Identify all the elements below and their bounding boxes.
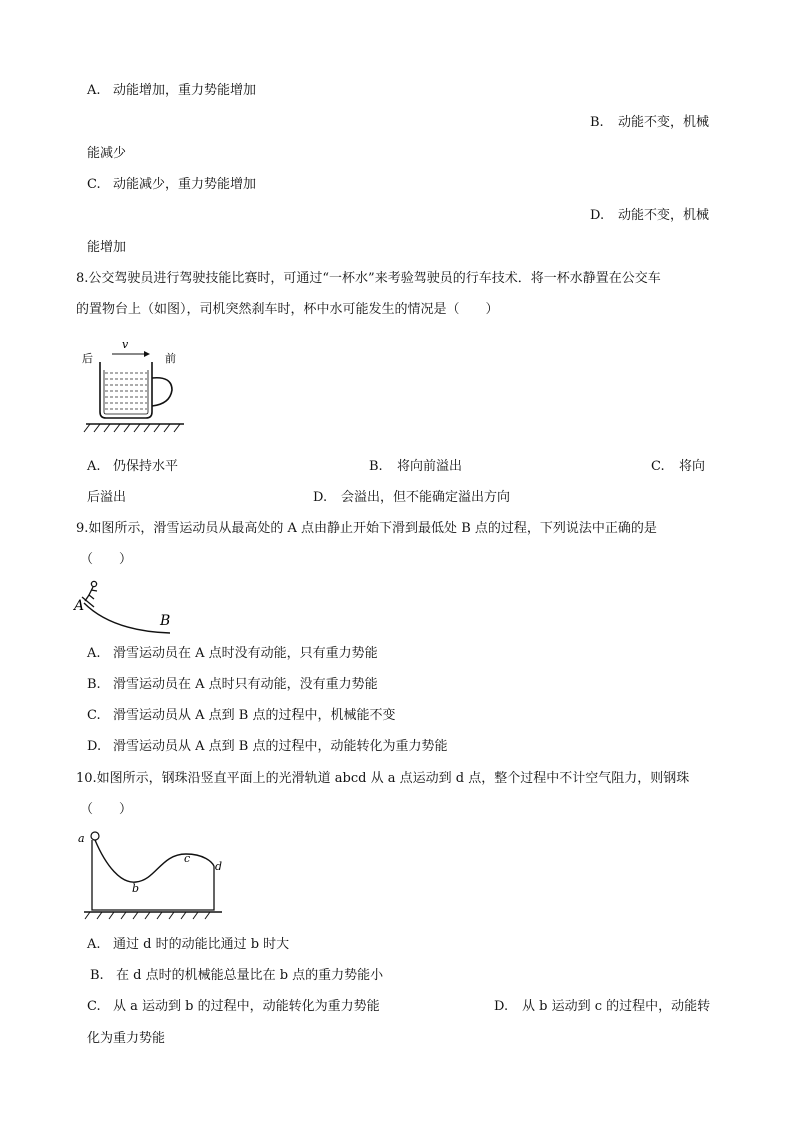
option-letter: D.: [313, 490, 328, 505]
option-letter: A.: [87, 937, 101, 952]
option-text: 通过 d 时的动能比通过 b 时大: [113, 937, 290, 952]
option-letter: D.: [87, 739, 102, 754]
q8-option-c-wrap: 后溢出: [87, 490, 127, 505]
table-hatching: [84, 424, 180, 432]
option-text: 滑雪运动员从 A 点到 B 点的过程中，机械能不变: [113, 708, 396, 723]
label-back: 后: [82, 352, 93, 365]
q9-stem-line1: 9.如图所示，滑雪运动员从最高处的 A 点由静止开始下滑到最低处 B 点的过程，下列说法中正确的是: [76, 521, 657, 536]
option-text: 将向前溢出: [397, 459, 463, 474]
q8-option-c: [651, 458, 705, 476]
q9-option-d: [87, 738, 447, 756]
q10-option-b: [90, 967, 383, 985]
option-letter: C.: [87, 999, 101, 1014]
option-letter: A.: [87, 646, 101, 661]
option-letter: A.: [87, 459, 101, 474]
q7-option-b: [590, 114, 709, 132]
label-front: 前: [165, 352, 176, 365]
track-frame: [92, 840, 214, 910]
q7-option-d-wrap: 能增加: [87, 240, 127, 255]
option-letter: D.: [590, 208, 605, 223]
option-text: 从 b 运动到 c 的过程中，动能转: [522, 999, 711, 1014]
q8-cup-figure: [80, 332, 190, 438]
option-text: 滑雪运动员从 A 点到 B 点的过程中，动能转化为重力势能: [113, 739, 448, 754]
q8-option-a: [87, 458, 178, 476]
q7-option-d: [590, 207, 709, 225]
q10-option-d-wrap: 化为重力势能: [87, 1031, 166, 1046]
point-d-label: d: [215, 860, 223, 873]
q9-option-c: [87, 707, 395, 725]
option-text: 会溢出，但不能确定溢出方向: [341, 490, 511, 505]
q9-stem-line2: （ ）: [80, 552, 133, 567]
option-text: 滑雪运动员在 A 点时只有动能，没有重力势能: [113, 677, 378, 692]
q9-option-b: [87, 676, 378, 694]
q10-option-d: [494, 998, 710, 1016]
option-letter: C.: [651, 459, 665, 474]
option-text: 动能不变，机械: [618, 208, 710, 223]
q9-ski-slope-figure: [72, 575, 182, 637]
option-letter: B.: [87, 677, 101, 692]
q9-option-a: [87, 645, 378, 663]
q10-stem-line1: 10.如图所示，钢珠沿竖直平面上的光滑轨道 abcd 从 a 点运动到 d 点，整个过程中不计空气阻力，则钢珠: [76, 771, 690, 786]
arrow-head: [144, 351, 150, 357]
q8-stem-line2: 的置物台上（如图），司机突然刹车时，杯中水可能发生的情况是（ ）: [76, 302, 499, 317]
q7-option-b-wrap: 能减少: [87, 146, 127, 161]
option-letter: A.: [87, 83, 101, 98]
option-text: 从 a 运动到 b 的过程中，动能转化为重力势能: [113, 999, 380, 1014]
option-letter: B.: [90, 968, 104, 983]
steel-ball: [91, 832, 99, 840]
q10-stem-line2: （ ）: [80, 802, 133, 817]
q8-option-b: [369, 458, 462, 476]
point-a-label: a: [78, 832, 85, 845]
point-b-label: b: [132, 882, 140, 895]
option-letter: B.: [590, 115, 604, 130]
track-curve: [95, 840, 214, 882]
option-text: 在 d 点时的机械能总量比在 b 点的重力势能小: [116, 968, 384, 983]
option-text: 动能增加，重力势能增加: [113, 83, 257, 98]
ground-hatching: [85, 912, 210, 919]
option-letter: C.: [87, 708, 101, 723]
label-velocity: v: [122, 338, 129, 351]
cup-inner: [104, 370, 148, 414]
point-c-label: c: [184, 852, 191, 865]
water-lines: [105, 373, 147, 409]
option-letter: C.: [87, 177, 101, 192]
q7-option-c: [87, 176, 256, 194]
option-text: 将向: [679, 459, 706, 474]
q8-stem-line1: 8.公交驾驶员进行驾驶技能比赛时，可通过“一杯水”来考验驾驶员的行车技术．将一杯水静置在公交车: [76, 271, 661, 286]
cup-outline: [100, 362, 152, 418]
option-letter: B.: [369, 459, 383, 474]
option-text: 动能不变，机械: [618, 115, 710, 130]
point-a-label: A: [74, 598, 85, 614]
option-text: 滑雪运动员在 A 点时没有动能，只有重力势能: [113, 646, 378, 661]
q8-option-d: [313, 489, 510, 507]
option-text: 仍保持水平: [113, 459, 179, 474]
q10-track-figure: [76, 826, 226, 922]
option-letter: D.: [494, 999, 509, 1014]
option-text: 动能减少，重力势能增加: [113, 177, 257, 192]
slope-curve: [84, 603, 170, 633]
point-b-label: B: [160, 613, 171, 629]
cup-handle: [152, 378, 172, 406]
q7-option-a: [87, 82, 256, 100]
q10-option-c: [87, 998, 380, 1016]
q10-option-a: [87, 936, 289, 954]
